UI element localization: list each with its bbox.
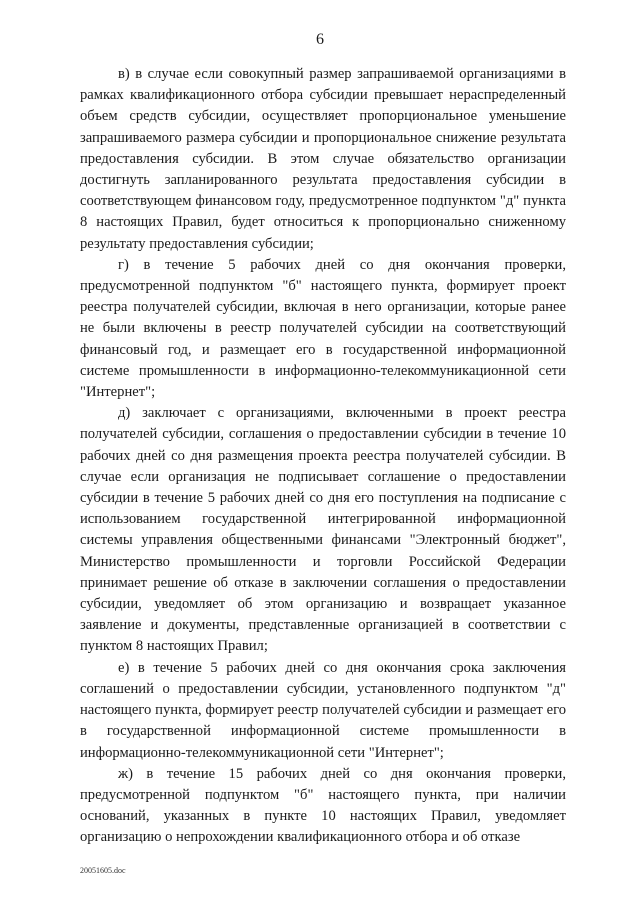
paragraph-e: е) в течение 5 рабочих дней со дня окончания срока заключения соглашений о предоставлении субсидии, установленного подпунктом "д" настоящего пункта, формирует реестр получателей субсидии и размещает его в государственной информационной системе промышленности в информационно-телекоммуникационной сети "Интернет"; bbox=[80, 659, 566, 761]
paragraph-d: д) заключает с организациями, включенными в проект реестра получателей субсидии, соглашения о предоставлении субсидии в течение 10 рабочих дней со дня размещения проекта реестра получателей субсидии. В случае если организация не подписывает соглашение о предоставлении субсидии в течение 5 рабочих дней со дня его поступления на подписание с использованием государственной интегрированной информационной системы управления общественными финансами "Электронный бюджет", Министерство промышленности и торговли Российской Федерации принимает решение об отказе в заключении соглашения о предоставлении субсидии, уведомляет об этом организацию и возвращает указанное заявление и документы, представленные организацией в соответствии с пунктом 8 настоящих Правил; bbox=[80, 405, 566, 655]
paragraph-zh: ж) в течение 15 рабочих дней со дня окончания проверки, предусмотренной подпунктом "б" настоящего пункта, при наличии оснований, указанных в пункте 10 настоящих Правил, уведомляет организацию о непрохождении квалификационного отбора и об отказе bbox=[80, 765, 566, 846]
paragraph-g: г) в течение 5 рабочих дней со дня окончания проверки, предусмотренной подпунктом "б" настоящего пункта, формирует проект реестра получателей субсидии, включая в него организации, которые ранее не были включены в реестр получателей субсидии на соответствующий финансовый год, и размещает его в государственной информационной системе промышленности в информационно-телекоммуникационной сети "Интернет"; bbox=[80, 256, 566, 401]
footer-file-code: 20051605.doc bbox=[80, 866, 126, 875]
page-number: 6 bbox=[316, 31, 324, 48]
paragraph-v: в) в случае если совокупный размер запрашиваемой организациями в рамках квалификационного отбора субсидии превышает нераспределенный объем средств субсидии, осуществляет пропорциональное уменьшение запрашиваемого размера субсидии и пропорциональное снижение результата предоставления субсидии. В этом случае обязательство организации достигнуть запланированного результата предоставления субсидии в соответствующем финансовом году, предусмотренное подпунктом "д" пункта 8 настоящих Правил, будет относиться к пропорционально сниженному результату предоставления субсидии; bbox=[80, 66, 566, 252]
document-body bbox=[80, 64, 566, 849]
